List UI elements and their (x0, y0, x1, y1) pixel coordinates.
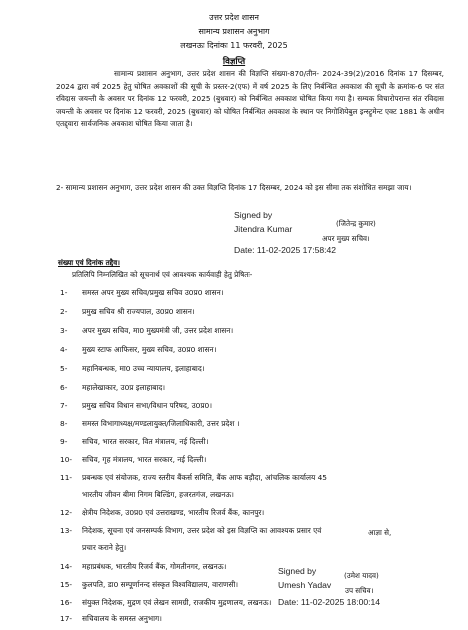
distribution-item-text: महालेखाकार, उ0प्र इलाहाबाद। (82, 383, 166, 392)
distribution-item (60, 508, 264, 518)
distribution-item (60, 401, 212, 411)
distribution-item-text: अपर मुख्य सचिव, मा0 मुख्यमंत्री जी, उत्तर प्रदेश शासन। (82, 326, 234, 335)
distribution-item-number: 16- (60, 598, 73, 607)
distribution-item (60, 307, 195, 317)
distribution-item-number: 2- (60, 307, 68, 316)
distribution-item-text: संयुक्त निदेशक, मुद्रण एवं लेखन सामग्री, राजकीय मुद्रणालय, लखनऊ। (82, 598, 272, 607)
distribution-item-number: 17- (60, 614, 73, 623)
distribution-item-text: प्रमुख सचिव विधान सभा/विधान परिषद, उ0प्र0। (82, 401, 213, 410)
distribution-heading: संख्या एवं दिनांक तद्दैव। (58, 258, 120, 267)
distribution-item-text: समस्त अपर मुख्य सचिव/प्रमुख सचिव उ0प्र0 शासन। (82, 288, 224, 297)
distribution-item (60, 383, 165, 393)
distribution-item-number: 13- (60, 526, 73, 535)
distribution-item-text: सचिव, भारत सरकार, वित मंत्रालय, नई दिल्ली। (82, 437, 209, 446)
signature-2-name: Umesh Yadav (278, 580, 332, 590)
signatory-2-designation: उप सचिव। (345, 586, 374, 595)
distribution-item-number: 11- (60, 473, 73, 482)
signature-date: Date: 11-02-2025 17:58:42 (234, 245, 337, 255)
distribution-item (60, 326, 233, 336)
signatory-designation: अपर मुख्य सचिव। (322, 234, 370, 243)
distribution-item-text: समस्त विभागाध्यक्ष/मण्डलायुक्त/जिलाधिकारी, उत्तर प्रदेश । (82, 419, 240, 428)
place-date-line: लखनऊः दिनांकः 11 फरवरी, 2025 (180, 41, 288, 50)
signature-name: Jitendra Kumar (234, 224, 293, 234)
distribution-item (60, 598, 271, 608)
issuer-heading: उत्तर प्रदेश शासन (209, 13, 259, 22)
distribution-item-number: 15- (60, 580, 73, 589)
distribution-item-text: महाप्रबंधक, भारतीय रिजर्व बैंक, गोमतीनगर, लखनऊ। (82, 562, 227, 571)
distribution-item (60, 288, 224, 298)
distribution-item (60, 419, 240, 429)
distribution-item-number: 4- (60, 345, 68, 354)
distribution-item (60, 437, 208, 447)
distribution-item-number: 9- (60, 437, 68, 446)
distribution-item-number: 12- (60, 508, 73, 517)
distribution-intro: प्रतिलिपि निम्नलिखित को सूचनार्थ एवं आवश्यक कार्यवाही हेतु प्रेषितः- (72, 270, 253, 279)
signatory-hindi-name: (जितेन्द्र कुमार) (336, 219, 376, 228)
signatory-2-hindi-name: (उमेश यादव) (344, 571, 379, 580)
distribution-item-number: 3- (60, 326, 68, 335)
distribution-item (60, 364, 205, 374)
distribution-item-number: 5- (60, 364, 68, 373)
distribution-item (60, 455, 206, 465)
distribution-item-number: 10- (60, 455, 73, 464)
body-paragraph-1: सामान्य प्रशासन अनुभाग, उत्तर प्रदेश शासन की विज्ञप्ति संख्या-870/तीन- 2024-39(2)/2016 दिनांक 17 दिसम्बर, 2024 द्वारा वर्ष 2025 हेतु घोषित अवकाशों की सूची के प्रस्तर-2(एफ) में वर्ष 2025 के लिए निर्बन्धित अवकाश की सूची के क्रमांक-6 पर संत रविदास जयन्ती के अवसर पर दिनांक 12 फरवरी, 2025 (बुधवार) को निर्बन्धित अवकाश घोषित किया गया है। सम्यक विचारोपरान्त संत रविदास जयन्ती के अवसर पर दिनांक 12 फरवरी, 2025 (बुधवार) को घोषित निर्बन्धित अवकाश के स्थान पर निगोशियेबुल इन्स्ट्रूमेन्ट एक्ट 1881 के अधीन एतद्द्वारा सार्वजनिक अवकाश घोषित किया जाता है। (56, 69, 444, 129)
distribution-item-number: 6- (60, 383, 68, 392)
closing-line: आज्ञा से, (368, 528, 392, 537)
body-paragraph-2: 2- सामान्य प्रशासन अनुभाग, उत्तर प्रदेश शासन की उक्त विज्ञप्ति दिनांक 17 दिसम्बर, 2024 को इस सीमा तक संशोधित समझा जाय। (56, 183, 412, 192)
distribution-item-number: 7- (60, 401, 68, 410)
distribution-item-text: कुलपति, डा0 सम्पूर्णानन्द संस्कृत विश्वविद्यालय, वाराणसी। (82, 580, 239, 589)
distribution-item-number: 1- (60, 288, 68, 297)
distribution-item-number: 8- (60, 419, 68, 428)
distribution-item-text: निदेशक, सूचना एवं जनसम्पर्क विभाग, उत्तर प्रदेश को इस विज्ञप्ति का आवश्यक प्रसार एवं (82, 526, 322, 535)
distribution-item (60, 614, 162, 624)
distribution-item-text: सचिवालय के समस्त अनुभाग। (82, 614, 162, 623)
distribution-item-text: प्रबन्धक एवं संयोजक, राज्य स्तरीय बैंकर्स समिति, बैंक आफ बड़ौदा, आंचलिक कार्यालय 45 (82, 473, 328, 482)
department-heading: सामान्य प्रशासन अनुभाग (198, 27, 270, 36)
distribution-item-text: महानिबन्धक, मा0 उच्च न्यायालय, इलाहाबाद। (82, 364, 205, 373)
distribution-item-continuation: प्रचार कराने हेतु। (82, 543, 127, 552)
signature-2-signed-by: Signed by (278, 566, 317, 576)
distribution-item (60, 562, 226, 572)
signature-signed-by: Signed by (234, 210, 273, 220)
distribution-item-text: मुख्य स्टाफ आफिसर, मुख्य सचिव, उ0प्र0 शासन। (82, 345, 217, 354)
distribution-item (60, 526, 321, 536)
distribution-item (60, 345, 216, 355)
distribution-item-text: प्रमुख सचिव श्री राज्यपाल, उ0प्र0 शासन। (82, 307, 195, 316)
distribution-item (60, 473, 327, 483)
distribution-item-text: सचिव, गृह मंत्रालय, भारत सरकार, नई दिल्ली। (82, 455, 207, 464)
notice-title: विज्ञप्ति (222, 57, 246, 67)
distribution-item (60, 580, 238, 590)
distribution-item-text: क्षेत्रीय निदेशक, उ0प्र0 एवं उत्तराखण्ड, भारतीय रिजर्व बैंक, कानपुर। (82, 508, 265, 517)
signature-2-date: Date: 11-02-2025 18:00:14 (278, 597, 381, 607)
distribution-item-continuation: भारतीय जीवन बीमा निगम बिल्डिंग, हजरतगंज, लखनऊ। (82, 490, 234, 499)
distribution-item-number: 14- (60, 562, 73, 571)
